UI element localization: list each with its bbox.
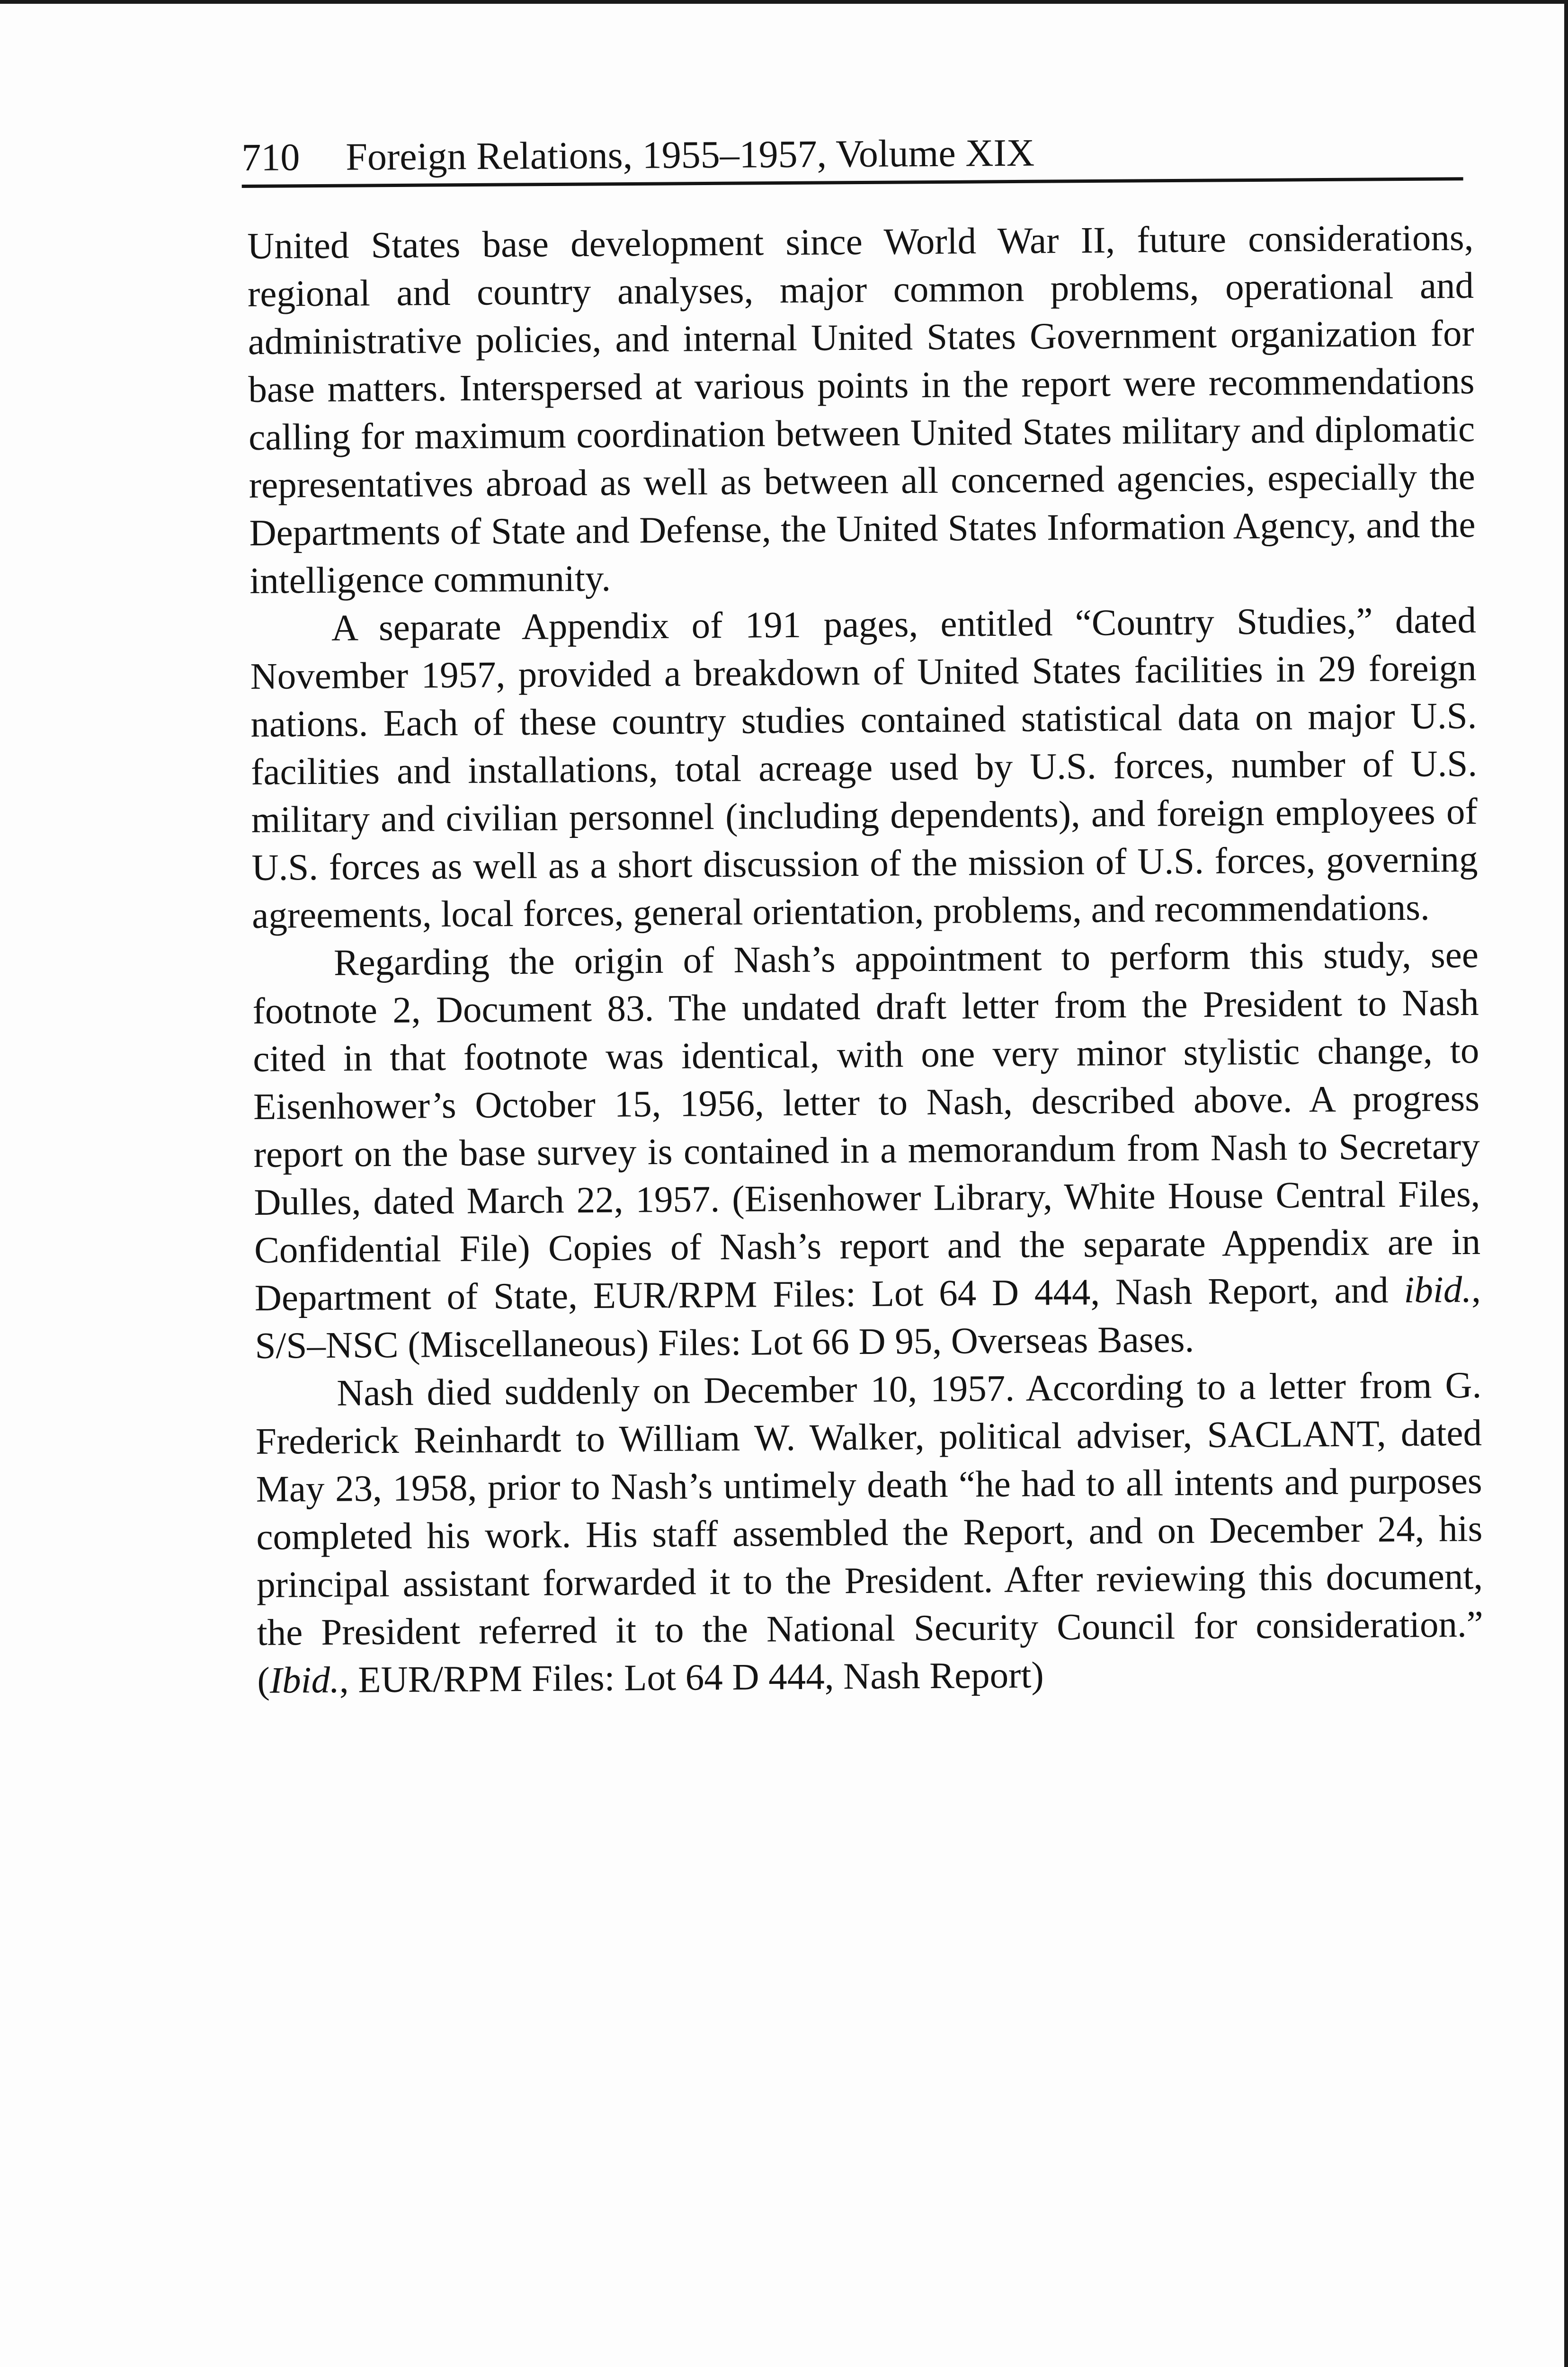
- paragraph-text: Regarding the origin of Nash’s appointment to perform this study, see footnote 2, Document 83. The undated draft letter from the President to Nash cited in that footnote was identical, with one very minor stylistic change, to Eisenhower’s October 15, 1956, letter to Nash, described above. A progress report on the base survey is contained in a memorandum from Nash to Secretary Dulles, dated March 22, 1957. (Eisenhower Library, White House Central Files, Confidential File) Copies of Nash’s report and the separate Appendix are in Department of State, EUR/RPM Files: Lot 64 D 444, Nash Report, and: [252, 934, 1481, 1319]
- paragraph-text-continued: , S/S–NSC (Miscellaneous) Files: Lot 66 D 95, Overseas Bases.: [255, 1269, 1481, 1367]
- paragraph-text: United States base development since World War II, future considerations, regional and country analyses, major common problems, operational and administrative policies, and internal United States Government organization for base matters. Interspersed at various points in the report were recommendations calling for maximum coordination between United States military and diplomatic representatives abroad as well as between all concerned agencies, especially the Departments of State and Defense, the United States Information Agency, and the intelligence community.: [247, 217, 1476, 602]
- paragraph-origin-of-appointment: [252, 931, 1481, 1370]
- paragraph-nash-death: [255, 1361, 1484, 1705]
- paragraph-country-studies: [250, 596, 1479, 940]
- paragraph-base-development: [247, 214, 1476, 605]
- paragraph-text: A separate Appendix of 191 pages, entitled “Country Studies,” dated November 1957, provided a breakdown of United States facilities in 29 foreign nations. Each of these country studies contained statistical data on major U.S. facilities and installations, total acreage used by U.S. forces, number of U.S. military and civilian personnel (including dependents), and foreign employees of U.S. forces as well as a short discussion of the mission of U.S. forces, governing agreements, local forces, general orientation, problems, and recommendations.: [250, 599, 1478, 936]
- paragraph-text-continued: , EUR/RPM Files: Lot 64 D 444, Nash Report): [339, 1655, 1044, 1701]
- body-text: [247, 214, 1484, 1705]
- italic-reference: Ibid.: [269, 1659, 340, 1701]
- running-title: Foreign Relations, 1955–1957, Volume XIX: [346, 131, 1035, 178]
- italic-reference: ibid.: [1404, 1269, 1472, 1311]
- page-number: 710: [241, 135, 300, 179]
- running-head: [241, 124, 1463, 188]
- scan-edge-right: [1564, 0, 1568, 2367]
- paragraph-text: Nash died suddenly on December 10, 1957. According to a letter from G. Frederick Reinhardt to William W. Walker, political adviser, SACLANT, dated May 23, 1958, prior to Nash’s untimely death “he had to all intents and purposes completed his work. His staff assembled the Report, and on December 24, his principal assistant forwarded it to the President. After reviewing this document, the President referred it to the National Security Council for consideration.” (: [255, 1364, 1484, 1701]
- scan-edge-top: [0, 0, 1568, 4]
